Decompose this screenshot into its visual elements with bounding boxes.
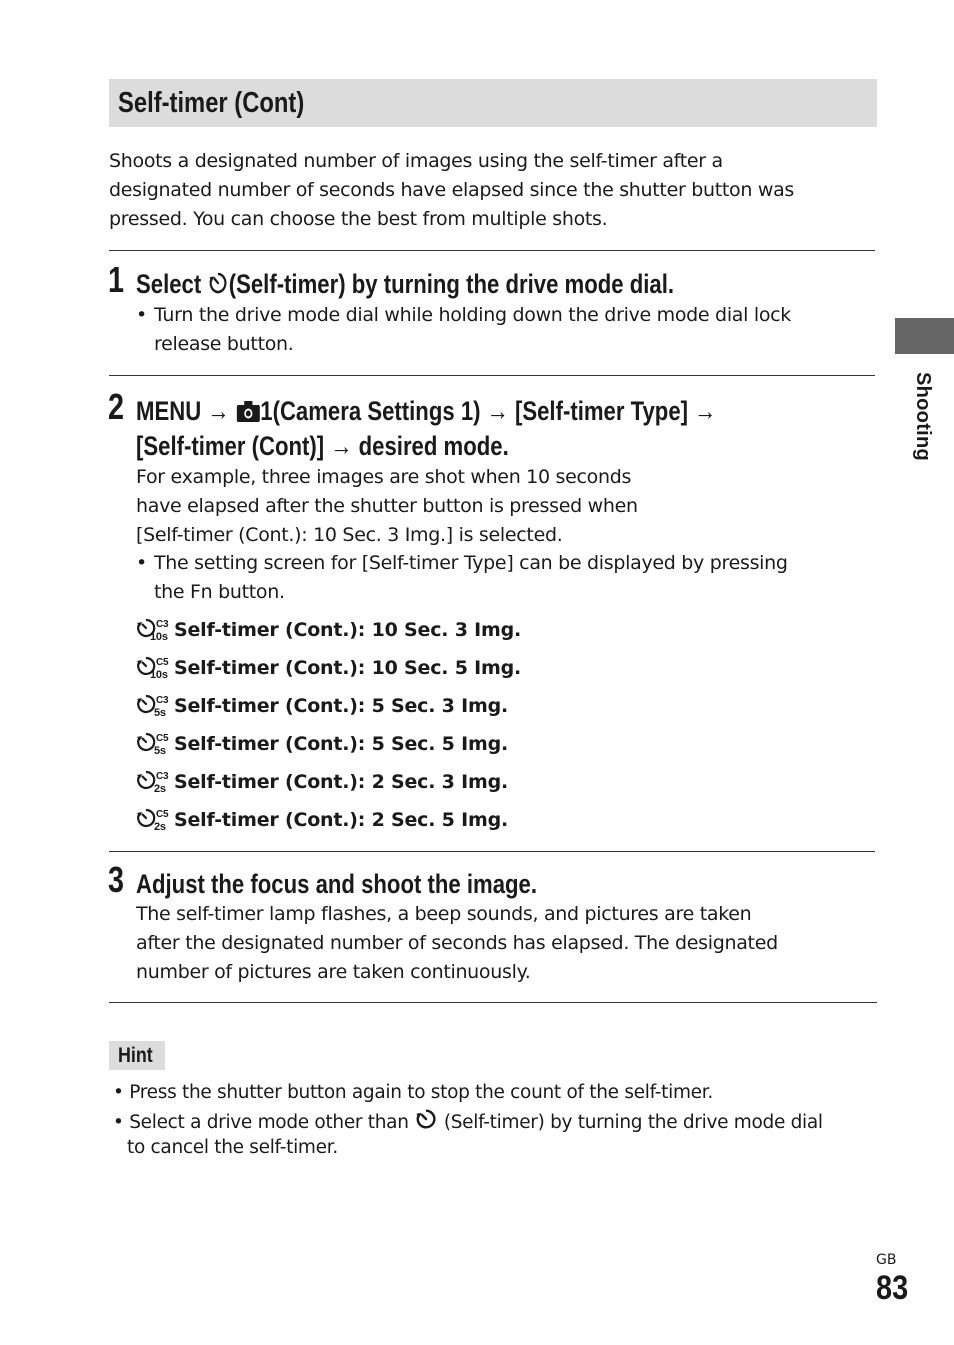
bullet-line: Turn the drive mode dial while holding down the drive mode dial lock bbox=[154, 304, 792, 326]
mode-label: Self-timer (Cont.): 2 Sec. 3 Img. bbox=[174, 771, 508, 793]
page-number: 83 bbox=[876, 1269, 909, 1307]
mode-icon-count: C3 bbox=[156, 771, 169, 782]
step-heading bbox=[136, 267, 674, 302]
step-heading bbox=[136, 394, 716, 429]
bullet-dot: • bbox=[136, 304, 147, 326]
intro-line: designated number of seconds have elapsed since the shutter button was bbox=[109, 179, 795, 201]
bullet-line: the Fn button. bbox=[154, 581, 285, 603]
menu-path-text: [Self-timer (Cont)] bbox=[136, 431, 325, 461]
body-line: after the designated number of seconds has elapsed. The designated bbox=[136, 932, 778, 954]
mode-icon-seconds: 2s bbox=[154, 783, 166, 795]
menu-label: MENU bbox=[136, 396, 202, 426]
mode-item bbox=[136, 615, 521, 645]
hint-item bbox=[113, 1079, 713, 1106]
region-code: GB bbox=[876, 1252, 897, 1268]
mode-icon-seconds: 10s bbox=[150, 669, 168, 681]
intro-line: Shoots a designated number of images using the self-timer after a bbox=[109, 150, 723, 172]
self-timer-cont-icon bbox=[136, 731, 170, 757]
menu-path-text: [Self-timer Type] bbox=[514, 396, 689, 426]
step-heading-text: (Self-timer) by turning the drive mode dial. bbox=[228, 269, 675, 299]
step-heading: Adjust the focus and shoot the image. bbox=[136, 869, 538, 899]
section-tab-marker bbox=[895, 318, 954, 354]
bullet-line: The setting screen for [Self-timer Type] can be displayed by pressing bbox=[154, 552, 788, 574]
menu-path-text: desired mode. bbox=[358, 431, 509, 461]
step-heading-text: Select bbox=[136, 269, 208, 299]
self-timer-cont-icon bbox=[136, 693, 170, 719]
mode-item bbox=[136, 653, 521, 683]
hint-item-text: Select a drive mode other than bbox=[129, 1112, 415, 1133]
arrow: → bbox=[207, 396, 230, 426]
self-timer-cont-icon bbox=[136, 655, 170, 681]
mode-icon-count: C5 bbox=[156, 809, 169, 820]
body-line: [Self-timer (Cont.): 10 Sec. 3 Img.] is selected. bbox=[136, 524, 563, 546]
step-body bbox=[136, 900, 778, 987]
bullet-dot: • bbox=[113, 1112, 124, 1133]
mode-item bbox=[136, 767, 508, 797]
hint-item-text: Press the shutter button again to stop the count of the self-timer. bbox=[129, 1082, 713, 1103]
body-line: For example, three images are shot when 10 seconds bbox=[136, 466, 632, 488]
mode-icon-count: C3 bbox=[156, 619, 169, 630]
divider bbox=[109, 375, 875, 376]
mode-icon-count: C3 bbox=[156, 695, 169, 706]
self-timer-cont-icon bbox=[136, 769, 170, 795]
hint-label: Hint bbox=[118, 1044, 153, 1067]
body-line: have elapsed after the shutter button is pressed when bbox=[136, 495, 638, 517]
arrow: → bbox=[330, 431, 353, 461]
mode-item bbox=[136, 691, 508, 721]
mode-icon-count: C5 bbox=[156, 657, 169, 668]
mode-icon-seconds: 2s bbox=[154, 821, 166, 833]
self-timer-cont-icon bbox=[136, 617, 170, 643]
camera-icon bbox=[236, 399, 261, 423]
self-timer-cont-icon bbox=[136, 807, 170, 833]
mode-label: Self-timer (Cont.): 2 Sec. 5 Img. bbox=[174, 809, 508, 831]
divider bbox=[109, 1002, 877, 1003]
bullet-dot: • bbox=[136, 552, 147, 574]
mode-label: Self-timer (Cont.): 10 Sec. 5 Img. bbox=[174, 657, 522, 679]
menu-path-text: 1(Camera Settings 1) bbox=[260, 396, 481, 426]
page-title: Self-timer (Cont) bbox=[118, 87, 305, 119]
self-timer-icon bbox=[414, 1107, 438, 1131]
body-line: The self-timer lamp flashes, a beep sounds, and pictures are taken bbox=[136, 903, 752, 925]
arrow: → bbox=[694, 396, 717, 426]
divider bbox=[109, 851, 875, 852]
mode-icon-count: C5 bbox=[156, 733, 169, 744]
divider bbox=[109, 250, 875, 251]
hint-item-continuation: to cancel the self-timer. bbox=[127, 1137, 338, 1158]
step-number: 3 bbox=[108, 859, 125, 900]
step-number: 2 bbox=[108, 386, 125, 427]
arrow: → bbox=[486, 396, 509, 426]
bullet-item bbox=[136, 549, 896, 607]
mode-icon-seconds: 5s bbox=[154, 745, 166, 757]
hint-item bbox=[113, 1107, 823, 1136]
step-number: 1 bbox=[108, 259, 125, 300]
hint-item-text: (Self-timer) by turning the drive mode dial bbox=[438, 1112, 823, 1133]
section-side-label: Shooting bbox=[912, 372, 934, 462]
mode-icon-seconds: 10s bbox=[150, 631, 168, 643]
bullet-dot: • bbox=[113, 1082, 124, 1103]
self-timer-icon bbox=[207, 270, 228, 296]
mode-label: Self-timer (Cont.): 5 Sec. 5 Img. bbox=[174, 733, 508, 755]
bullet-item bbox=[136, 301, 896, 359]
mode-label: Self-timer (Cont.): 5 Sec. 3 Img. bbox=[174, 695, 508, 717]
mode-label: Self-timer (Cont.): 10 Sec. 3 Img. bbox=[174, 619, 522, 641]
mode-item bbox=[136, 805, 508, 835]
mode-item bbox=[136, 729, 508, 759]
mode-icon-seconds: 5s bbox=[154, 707, 166, 719]
step-body bbox=[136, 463, 638, 550]
step-heading bbox=[136, 429, 509, 464]
intro-line: pressed. You can choose the best from multiple shots. bbox=[109, 208, 608, 230]
body-line: number of pictures are taken continuously. bbox=[136, 961, 531, 983]
bullet-line: release button. bbox=[154, 333, 294, 355]
intro-paragraph bbox=[109, 147, 889, 234]
